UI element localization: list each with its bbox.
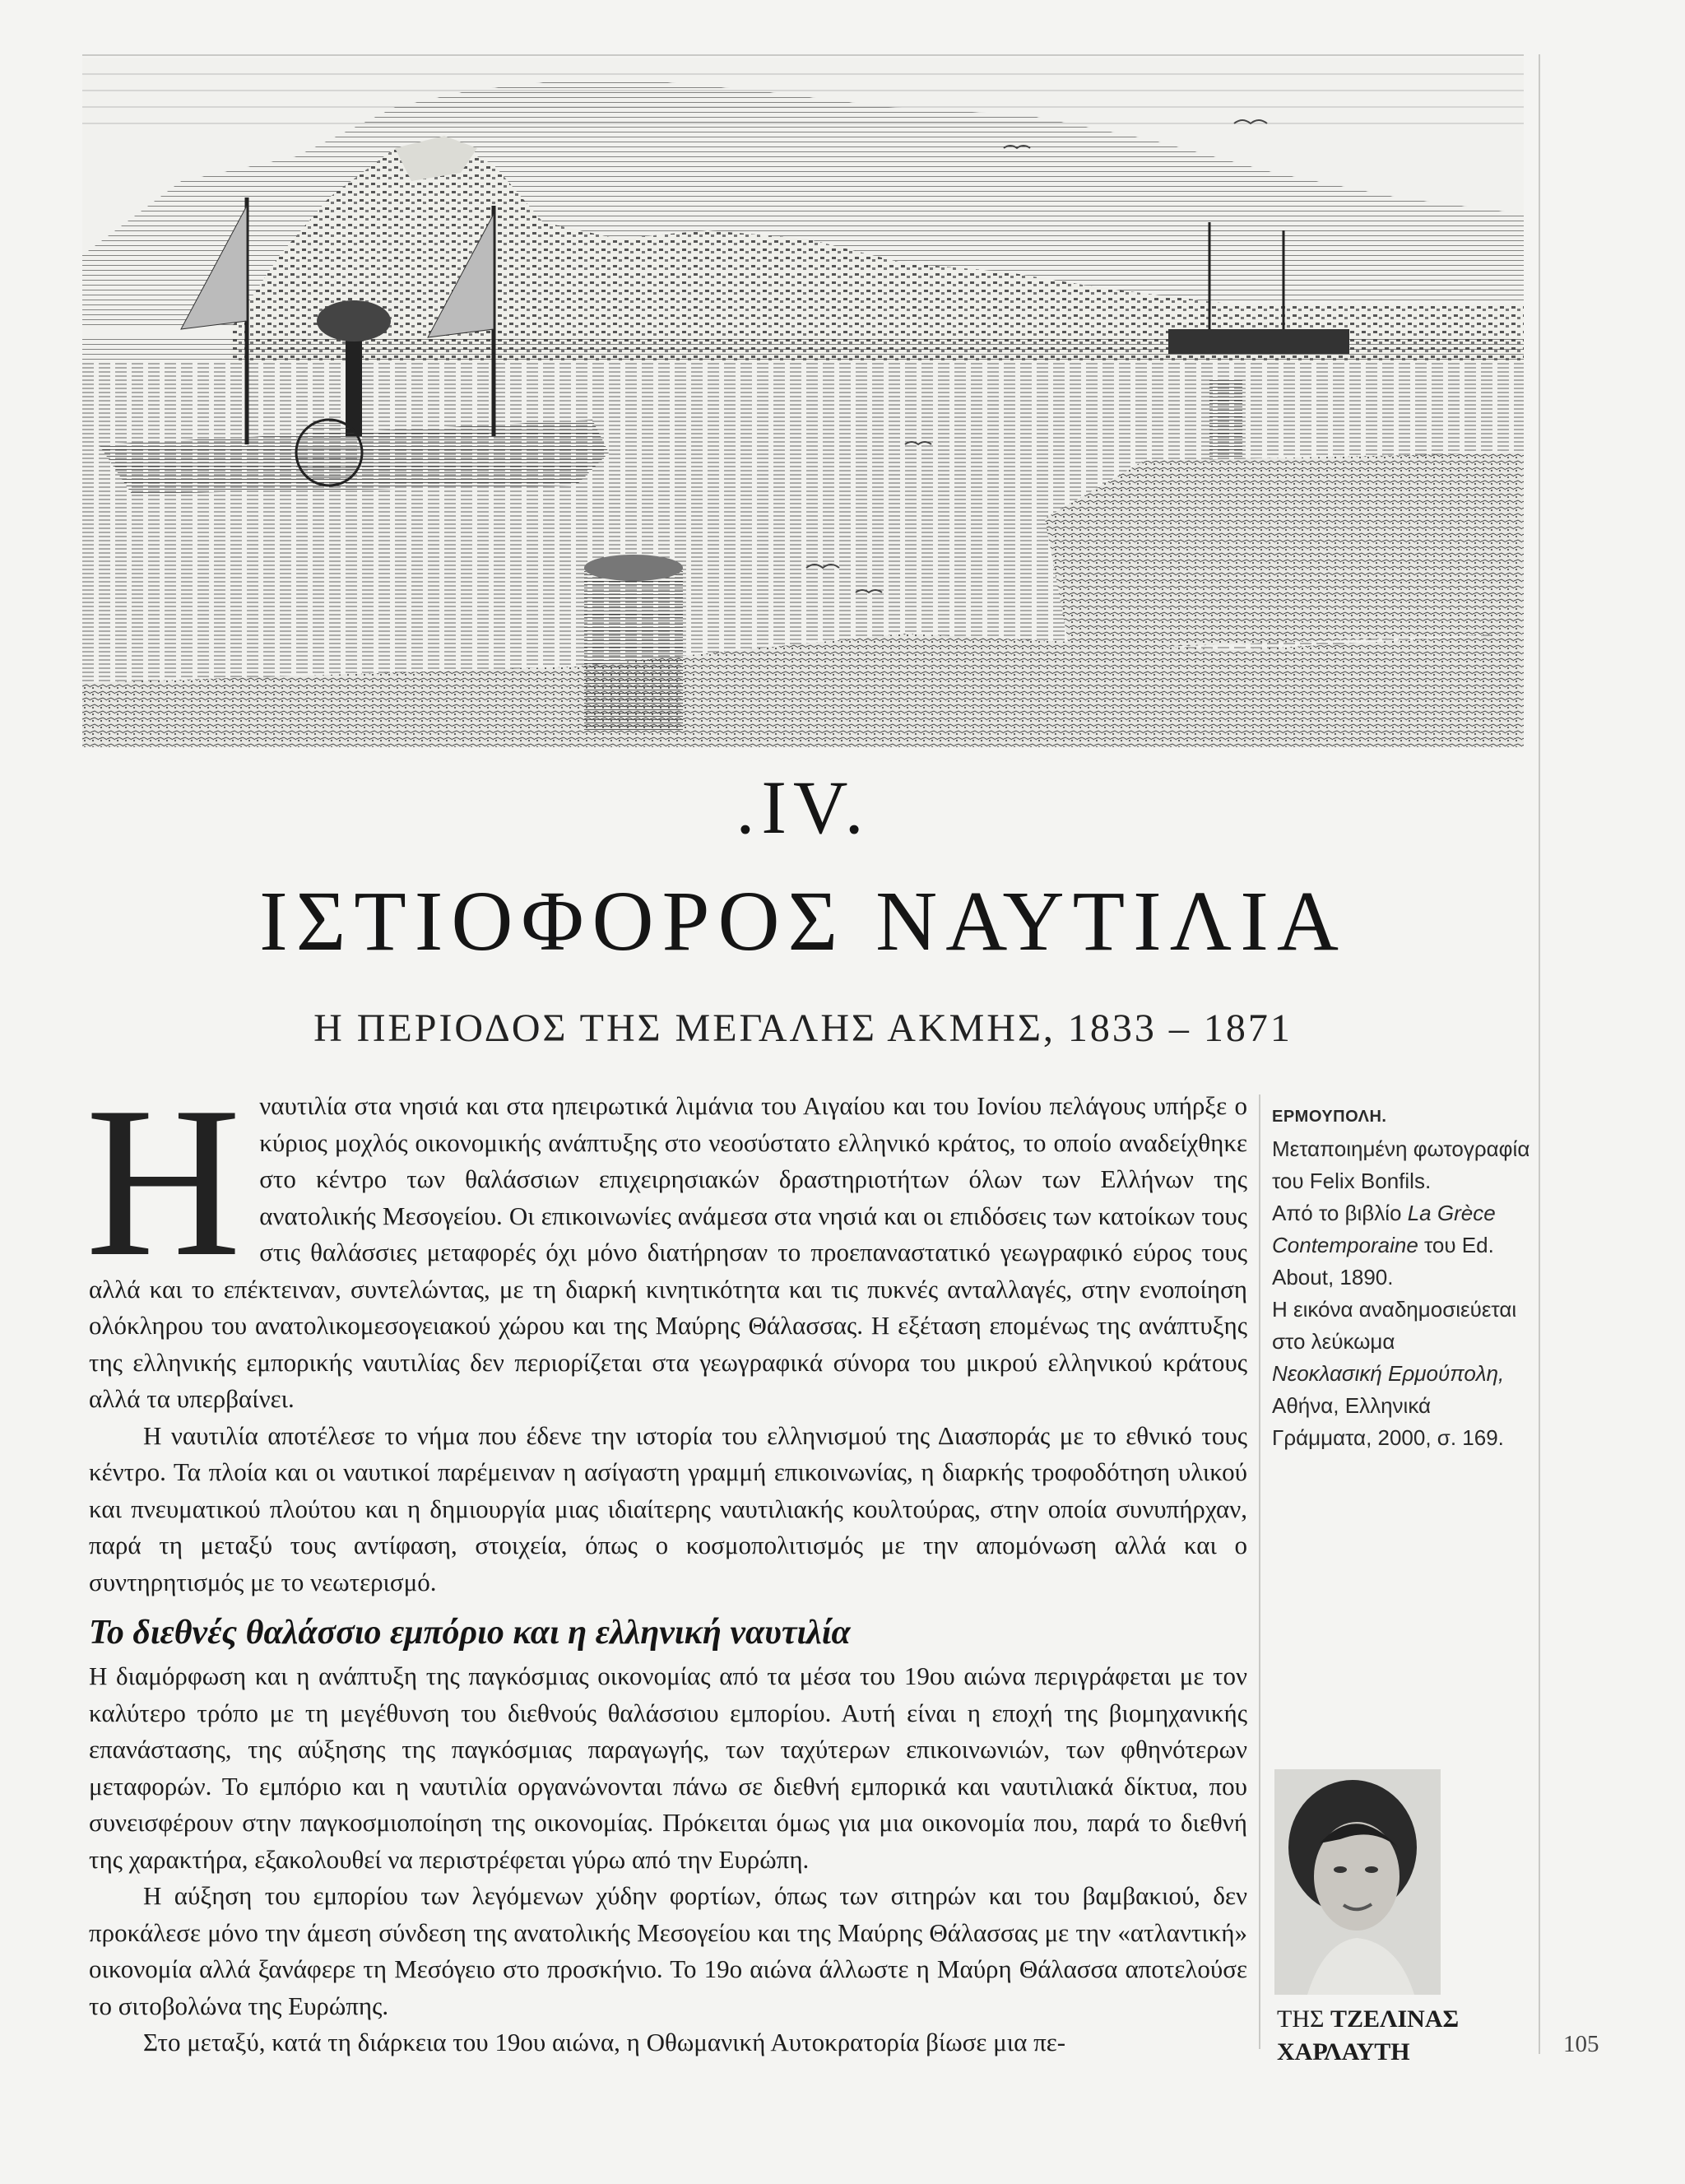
top-left-rule [82, 54, 1524, 56]
caption-source [1272, 1197, 1535, 1294]
caption-publisher: Αθήνα, Ελληνικά Γράμματα, 2000, σ. 169. [1272, 1393, 1504, 1450]
body-paragraph: Η ναυτιλία αποτέλεσε το νήμα που έδενε την ιστορία του ελληνισμού της Διασποράς με το εθνικό τους κέντρο. Τα πλοία και οι ναυτικοί παρέμειναν η ασίγαστη γραμμή επικοινωνίας, η διαρκής τροφοδότηση υλικού και πνευματικού πλούτου και η δημιουργία μιας ιδιαίτερης ναυτιλιακής κουλτούρας, στην οποία συνυπήρχαν, παρά τη μεταξύ τους αντίφαση, στοιχεία, όπως ο κοσμοπολιτισμός με την απομόνωση αλλά και ο συντηρητισμός με το νεωτερισμό. [89, 1420, 1247, 1596]
caption-reprint-note: Η εικόνα αναδημοσιεύεται στο λεύκωμα [1272, 1297, 1517, 1354]
page-number: 105 [1563, 2031, 1599, 2057]
caption-source-book: La Grèce Contemporaine [1272, 1201, 1496, 1257]
portrait-photo [1274, 1769, 1441, 1995]
byline-prefix: ΤΗΣ [1277, 2005, 1330, 2033]
column-divider [1259, 1094, 1260, 2049]
harbor-engraving-illustration [82, 58, 1524, 747]
chapter-title: ΙΣΤΙΟΦΟΡΟΣ ΝΑΥΤΙΛΙΑ [259, 874, 1347, 969]
caption-title: ΕΡΜΟΥΠΟΛΗ. [1272, 1108, 1387, 1126]
main-text-column [86, 1062, 1247, 2061]
chapter-subtitle: Η ΠΕΡΙΟΔΟΣ ΤΗΣ ΜΕΓΑΛΗΣ ΑΚΜΗΣ, 1833 – 1871 [313, 1006, 1293, 1050]
author-byline [1277, 2003, 1524, 2069]
opening-paragraph [86, 1062, 1247, 1418]
body-paragraph: Η αύξηση του εμπορίου των λεγόμενων χύδην φορτίων, όπως των σιτηρών και του βαμβακιού, δεν προκάλεσε μόνο την άμεση σύνδεση της ανατολικής Μεσογείου και της Μαύρης Θάλασσας με την «ατλαντική» οικονομία αλλά ξανάφερε τη Μεσόγειο στο προσκήνιο. Το 19ο αιώνα άλλωστε η Μαύρη Θάλασσα αποτελούσε το σιτοβολώνα της Ευρώπης. [89, 1881, 1247, 2020]
byline-author: ΤΖΕΛΙΝΑΣ ΧΑΡΛΑΥΤΗ [1277, 2005, 1460, 2066]
opening-paragraph-text: ναυτιλία στα νησιά και στα ηπειρωτικά λιμάνια του Αιγαίου και του Ιονίου πελάγους υπήρξε ο κύριος μοχλός οικονομικής ανάπτυξης στο νεοσύστατο ελληνικό κράτος, το οποίο αναδείχθηκε στο κέντρο των θαλάσσιων επιχειρησιακών δραστηριοτήτων όλων των Ελλήνων της ανατολικής Μεσογείου. Οι επικοινωνίες ανάμεσα στα νησιά και οι επιδόσεις των κατοίκων τους στις θαλάσσιες μεταφορές όχι μόνο διατήρησαν το προεπαναστατικό γεωγραφικό εύρος τους αλλά και το επέκτειναν, συντελώντας, με τη διαρκή κινητικότητα και τις πυκνές ανταλλαγές, στην ενοποίηση ολόκληρου του ανατολικομεσογειακού χώρου και της Μαύρης Θάλασσας. Η εξέταση επομένως της ανάπτυξης της ελληνικής εμπορικής ναυτιλίας δεν περιορίζεται στα γεωγραφικά σύνορα του μικρού ελληνικού κράτους αλλά τα υπερβαίνει. [89, 1091, 1247, 1413]
drop-cap: Η [86, 1062, 242, 1301]
chapter-number: .IV. [736, 765, 870, 849]
body-paragraph: Η διαμόρφωση και η ανάπτυξη της παγκόσμιας οικονομίας από τα μέσα του 19ου αιώνα περιγράφεται με τον καλύτερο τρόπο με τη μεγέθυνση του διεθνούς θαλάσσιου εμπορίου. Αυτή είναι η εποχή της βιομηχανικής επανάστασης, της αύξησης της παγκόσμιας παραγωγής, των ταχύτερων επικοινωνιών, των φθηνότερων μεταφορών. Το εμπόριο και η ναυτιλία οργανώνονται πάνω σε διεθνή εμπορικά και ναυτιλιακά δίκτυα, που συνεισφέρουν στην παγκοσμιοποίηση της οικονομίας. Πρόκειται όμως για μια οικονομία που, παρά το διεθνή της χαρακτήρα, εξακολουθεί να περιστρέφεται γύρω από την Ευρώπη. [89, 1661, 1247, 1874]
engraving-image [82, 58, 1524, 747]
right-margin-rule [1539, 54, 1540, 2054]
image-caption [1272, 1101, 1535, 1454]
caption-source-prefix: Από το βιβλίο [1272, 1201, 1408, 1225]
caption-source-suffix: του Ed. About, 1890. [1272, 1233, 1494, 1289]
caption-photo-credit: Μεταποιημένη φωτογραφία του Felix Bonfils. [1272, 1136, 1530, 1193]
section-heading: Το διεθνές θαλάσσιο εμπόριο και η ελληνική ναυτιλία [89, 1614, 851, 1652]
body-paragraph: Στο μεταξύ, κατά τη διάρκεια του 19ου αιώνα, η Οθωμανική Αυτοκρατορία βίωσε μια πε- [143, 2028, 1066, 2056]
author-portrait [1274, 1769, 1441, 1995]
caption-album-title: Νεοκλασική Ερμούπολη, [1272, 1361, 1505, 1386]
